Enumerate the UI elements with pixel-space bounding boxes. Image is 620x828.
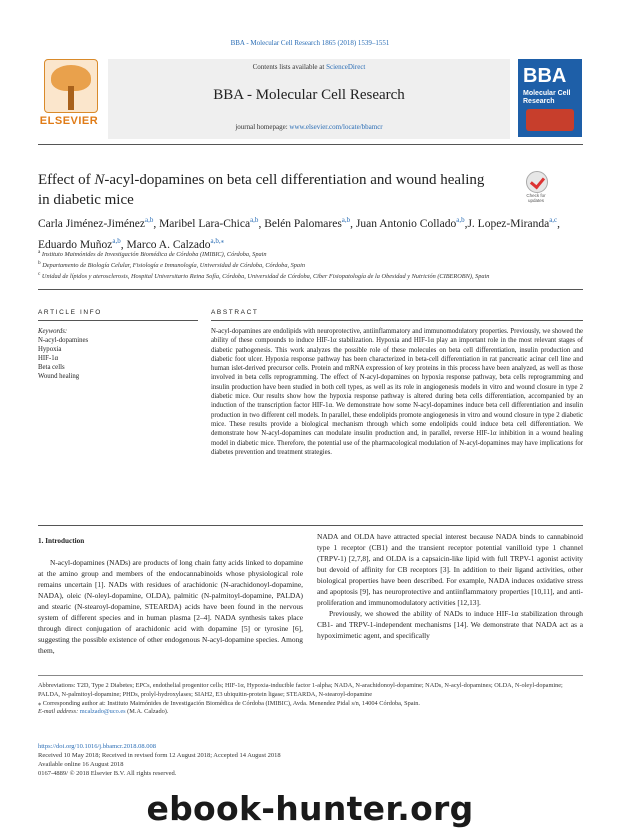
received-dates: Received 10 May 2018; Received in revised form 12 August 2018; Accepted 14 August 2018 [38,752,281,759]
running-header[interactable]: BBA - Molecular Cell Research 1865 (2018) 1539–1551 [230,39,390,47]
intro-paragraph-3: Previously, we showed the ability of NADs to induce HIF-1α stabilization through CB1- and TRPV-1-independent mechanisms [14]. We demonstrate that NADA act as a hypoximimetic agent, and specifically [317,609,583,641]
author-name[interactable]: Juan Antonio Collado [355,217,457,230]
publication-info [38,742,583,778]
cover-subtitle: Molecular Cell Research [523,90,571,105]
journal-cover-thumbnail[interactable] [518,59,582,137]
online-date: Available online 16 August 2018 [38,761,124,768]
abstract-rule [211,320,583,321]
contents-line: Contents lists available at ScienceDirect [252,63,366,71]
keywords-label: Keywords: [38,328,68,335]
affiliation-item: $^a$ Instituto Maimónides de Investigación Biomédica de Córdoba (IMIBIC), Córdoba, Spain [38,249,267,259]
check-for-updates-badge[interactable] [520,171,552,205]
article-info-rule [38,320,198,321]
copyright-line: 0167-4889/ © 2018 Elsevier B.V. All rights reserved. [38,770,177,777]
sciencedirect-link[interactable]: ScienceDirect [326,63,366,71]
email-link[interactable]: mcalzado@uco.es [79,708,126,716]
journal-title: BBA - Molecular Cell Research [213,87,405,103]
journal-homepage: journal homepage: www.elsevier.com/locate/bbamcr [235,123,383,131]
check-updates-label: Check for updates [526,193,546,203]
intro-column-left [38,557,303,656]
author-affiliation-marker[interactable]: a,b [144,216,154,224]
keyword-item: Beta cells [38,364,65,371]
email-line: E-mail address: mcalzado@uco.es (M.A. Calzado). [38,708,169,716]
affiliation-item: $^c$ Unidad de lípidos y aterosclerosis, Hospital Universitario Reina Sofía, Córdoba, Universidad de Córdoba, Ciber Fisiopatología de la Obesidad y Nutrición (CIBEROBN), Spain [38,271,490,281]
section-heading-introduction: 1. Introduction [38,537,85,545]
intro-column-right [317,531,583,641]
author-name[interactable]: Maribel Lara-Chica [159,217,251,230]
journal-banner [108,59,510,139]
homepage-link[interactable]: www.elsevier.com/locate/bbamcr [289,123,383,131]
author-list: Carla Jiménez-Jiménez$^{a,b}$, Maribel Lara-Chica$^{a,b}$, Belén Palomares$^{a,b}$, Juan Antonio Collado$^{a,b}$,J. Lopez-Miranda$^{a,c}$, Eduardo Muñoz$^{a,b}$, Marco A. Calzado$^{a,b,⁎}$ [38,216,561,251]
footnote-rule [38,675,583,676]
corresponding-author-footnote: ⁎ Corresponding author at: Instituto Maimónides de Investigación Biomédica de Córdoba (IMIBIC), Avda. Menendez Pidal s/n, 14004 Córdoba, Spain. [38,699,421,707]
journal-masthead [38,59,583,139]
abstract-text: N-acyl-dopamines are endolipids with neuroprotective, antiinflammatory and immunomodulatory properties. Previously, we showed the ability of these compounds to induce HIF-1α stabilization. Hypoxia and HIF-1α play an important role in the most relevant stages of diabetic pathogenesis. This work analyzes the possible role of these molecules on beta cell differentiation, insulin production and diabetic foot ulcer. Hypoxia response pathway has been characterized in beta-cell differentiation in rat pancreatic acinar cell line and human islet-derived precursor cells. Protein and mRNA expression of key proteins in this process have been analyzed, as well as those involved in beta cells reprogramming. The effect of N-acyl-dopamines on hypoxia response pathway, beta cells reprogramming and insulin production have been studied in both cell types, as well as its role in angiogenesis models in vitro and wound closure in type 2 diabetic mice. Our results show how the hypoxia response pathway is altered during beta cells differentiation, accompanied by an induction of the transcription factor HIF-1α. We demonstrate how some N-acyl-dopamines induce beta cell differentiation and insulin production in two different cell models. In parallel, these endolipids promote angiogenesis in vitro and wound closure in type 2 diabetic mice. These results provide a biological mechanism through which some endolipids could induce beta cell differentiation. We demonstrate how N-acyl-dopamines can modulate insulin production and, in parallel, reverse HIF-1α inhibition in a wound healing model in diabetic mice. Therefore, the potential use of the pharmacological modulation of N-acyl-dopamines may have implications for diabetes prevention and treatment strategies. [211,328,583,456]
keyword-list [38,336,198,381]
author-affiliation-marker[interactable]: a,b [112,236,121,245]
elsevier-tree-icon [44,59,98,113]
author-affiliation-marker[interactable]: a,b,⁎ [210,236,225,245]
keyword-item: Wound healing [38,373,80,380]
keyword-item: Hypoxia [38,346,62,353]
keywords-block [38,327,198,381]
check-updates-icon [526,171,548,193]
author-name[interactable]: Belén Palomares [264,217,342,230]
intro-paragraph-2: NADA and OLDA have attracted special interest because NADA binds to cannabinoid type 1 receptor (CB1) and the transient receptor potential vanilloid type 1 channel (TRPV-1) [2,7,8], and OLDA is a capsaicin-like lipid with full TRPV-1 agonist activity but devoid of affinity for CB receptors [3]. In addition to their ligand activities, other biological properties have been described. For example, NADA induces oxidative stress and apoptosis [9], has neuroprotective and antiinflammatory properties [10,11], and anti-proliferation and immunomodulatory activities [12,13]. [317,532,583,608]
header-divider [38,289,583,290]
author-name[interactable]: Marco A. Calzado [126,238,211,251]
author-affiliation-marker[interactable]: a,b [341,216,351,224]
author-affiliation-marker[interactable]: a,b [250,216,259,224]
elsevier-wordmark: ELSEVIER [39,115,99,127]
keyword-item: N-acyl-dopamines [38,337,89,344]
abstract-bottom-rule [38,525,583,526]
elsevier-logo[interactable] [38,59,100,133]
author-affiliation-marker[interactable]: a,b [456,216,465,224]
abstract-heading: ABSTRACT [211,309,259,316]
abbreviations-footnote: Abbreviations: T2D, Type 2 Diabetes; EPCs, endothelial progenitor cells; HIF-1α, Hypoxia-inducible factor 1-alpha; NADA, N-arachidonoyl-dopamine; NADs, N-acyl-dopamines; OLDA, N-oleyl-dopamine; PALDA, N-palmitoyl-dopamine; PHDs, prolyl-hydroxylases; SIAH2, E3 ubiquitin-protein ligase; STEARDA, N-stearoyl-dopamine [38,682,563,698]
author-name[interactable]: Eduardo Muñoz [38,238,113,251]
cover-title: BBA [523,65,567,87]
author-affiliation-marker[interactable]: a,c [549,216,558,224]
cover-art [526,109,574,131]
author-name[interactable]: J. Lopez-Miranda [467,217,550,230]
article-info-heading: ARTICLE INFO [38,309,102,316]
affiliation-list [38,248,583,281]
doi-link[interactable]: https://doi.org/10.1016/j.bbamcr.2018.08.008 [38,743,156,750]
article-title: Effect of N-acyl-dopamines on beta cell differentiation and wound healing in diabetic mice [38,172,485,208]
masthead-divider [38,144,583,145]
watermark-text: ebook-hunter.org [146,789,474,828]
keyword-item: HIF-1α [38,355,59,362]
footnotes [38,682,583,717]
author-name[interactable]: Carla Jiménez-Jiménez [38,217,145,230]
intro-paragraph-1: N-acyl-dopamines (NADs) are products of long chain fatty acids linked to dopamine at the amino group and members of the endocannabinoids whose physiological role remains uncertain [1]. NADs with residues of arachidonic (N-arachidonoyl-dopamine, NADA), oleic (N-oleyl-dopamine, OLDA), palmitic (N-palmitoyl-dopamine, PALDA) and stearic (N-stearoyl-dopamine, STEARDA) acids have been found in the nervous system of different species and in human plasma [2–4]. NADA synthesis takes place through direct conjugation of arachidonic acid with dopamine [5] or tyrosine [6], suggesting the possible existence of other endogenous N-acyl-dopamine species. Among them, [38,558,303,656]
affiliation-item: $^b$ Departamento de Biología Celular, Fisiología e Inmunología, Universidad de Córdoba, Córdoba, Spain [38,260,305,270]
